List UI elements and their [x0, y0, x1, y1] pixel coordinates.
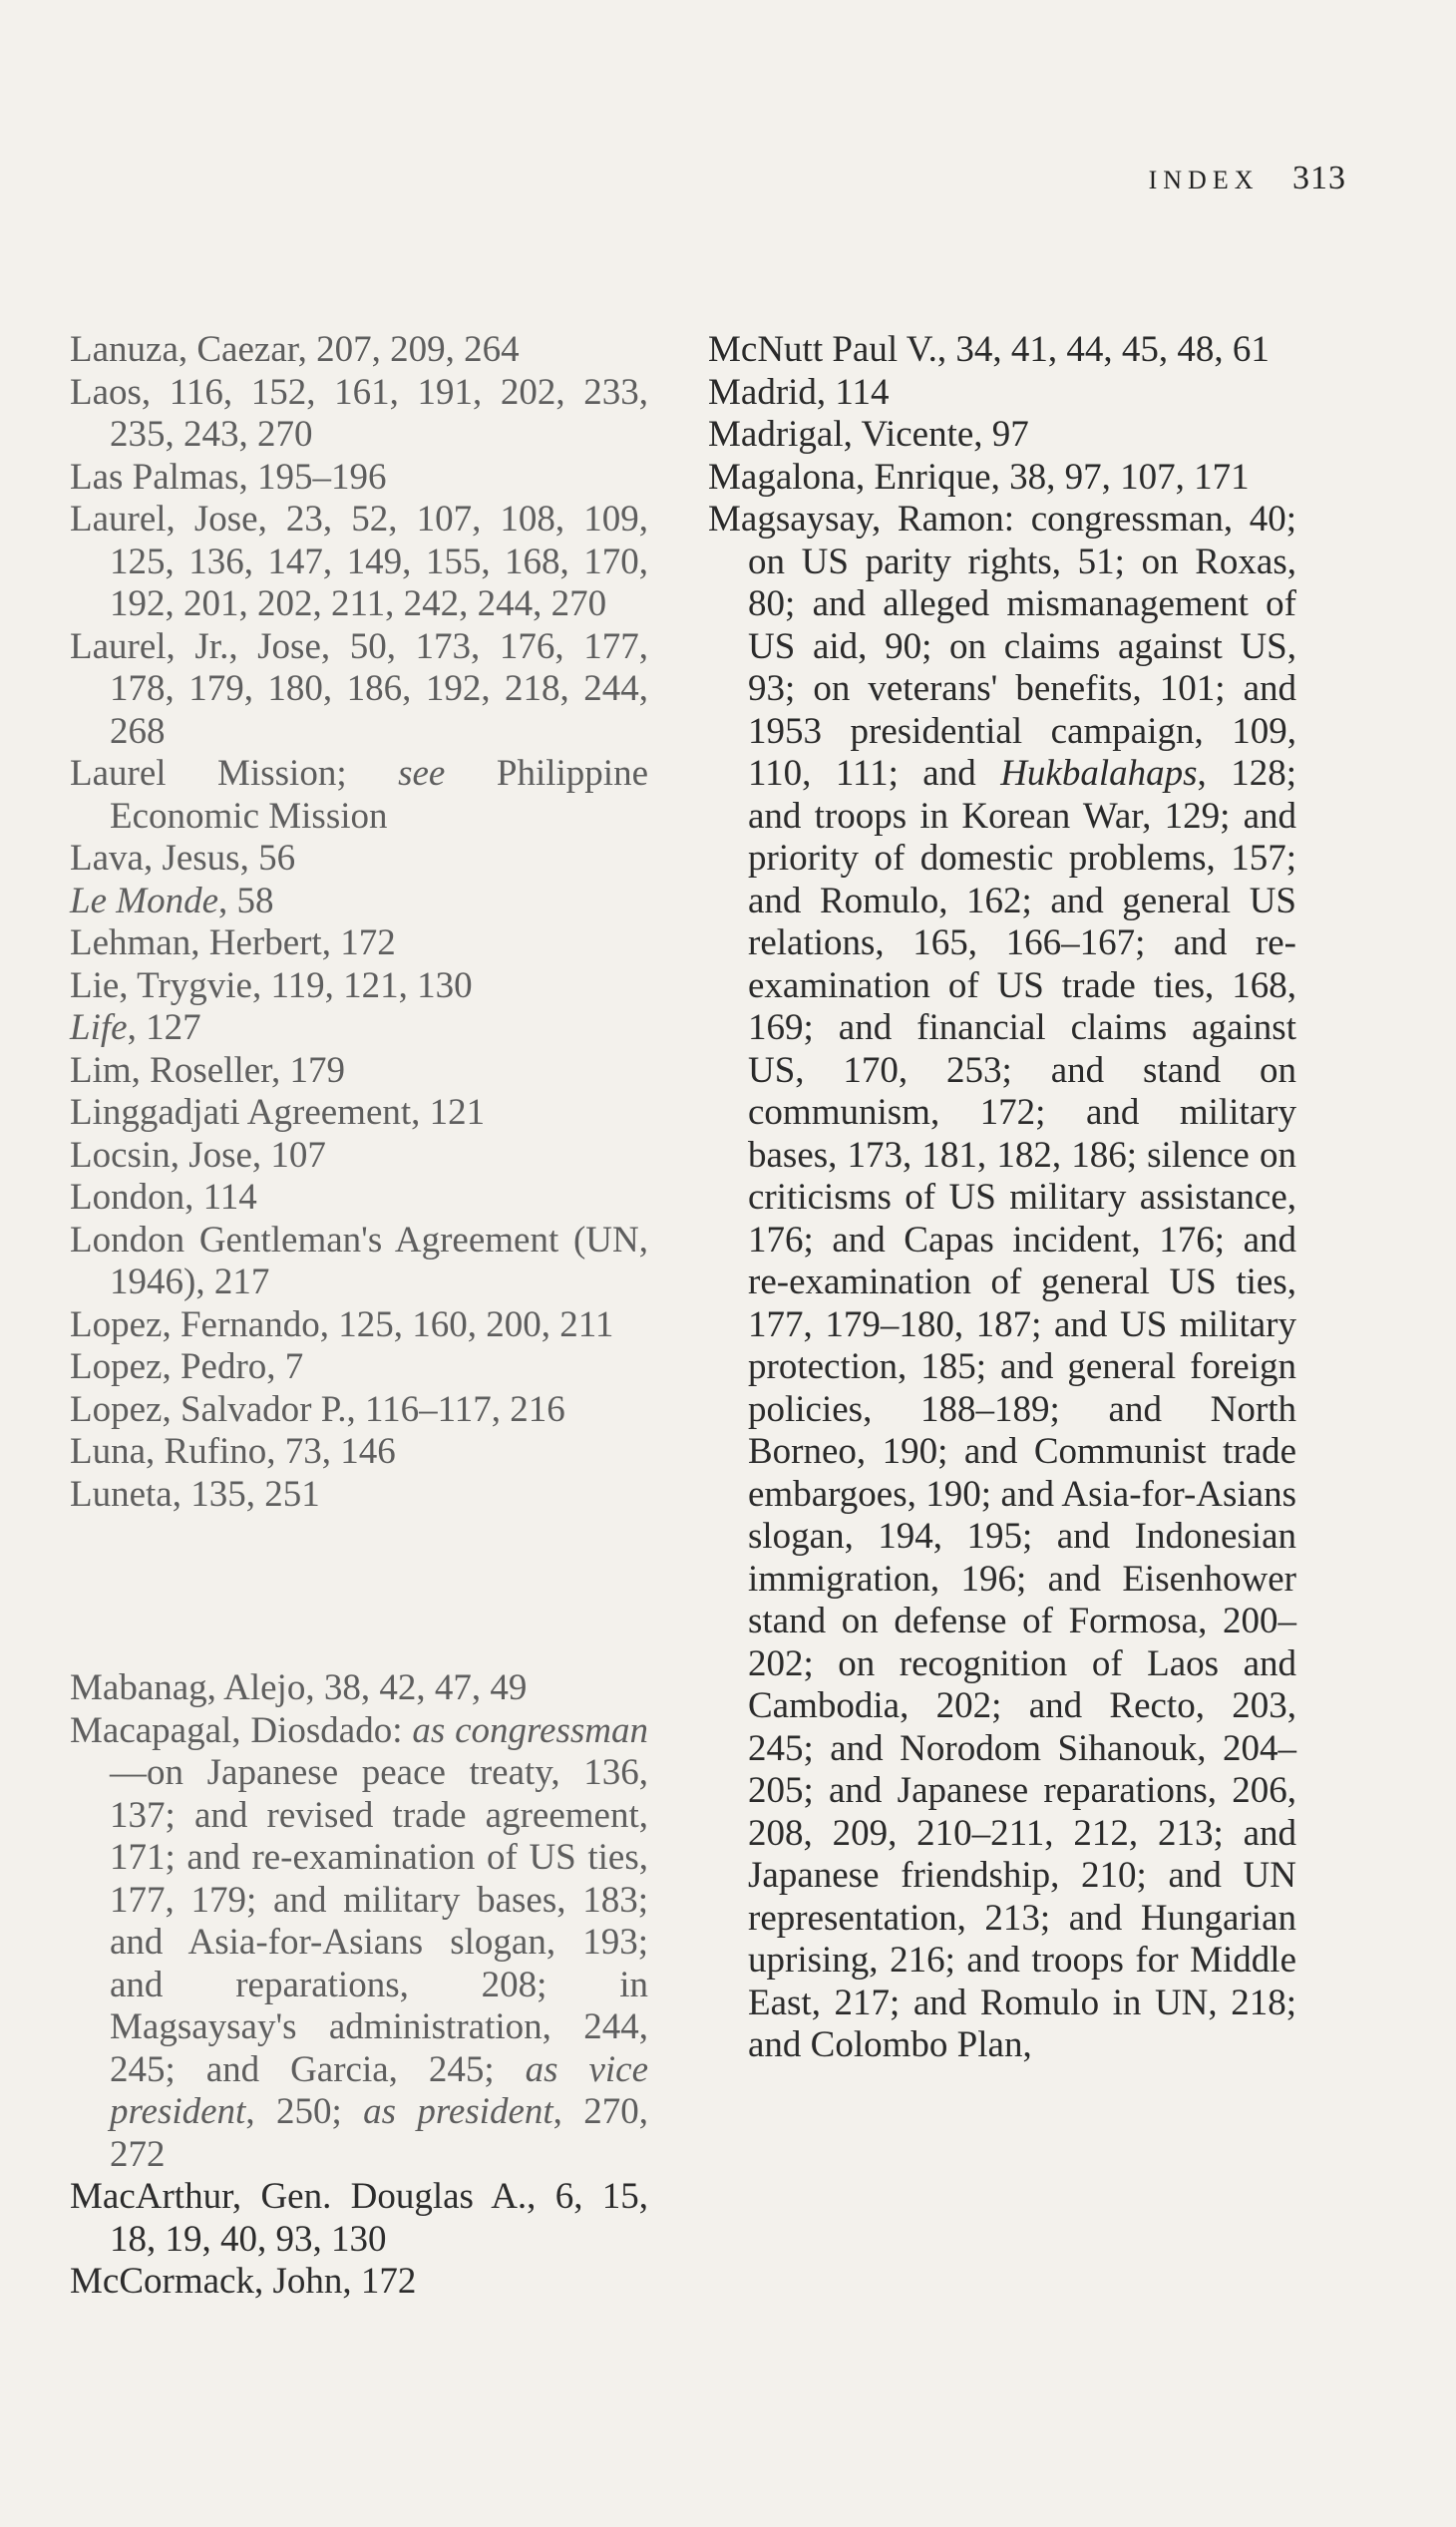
index-entry: Lanuza, Caezar, 207, 209, 264	[70, 329, 520, 370]
index-entry: Luneta, 135, 251	[70, 1473, 320, 1515]
letter-group-gap	[70, 1516, 648, 1667]
index-entry: Laurel, Jr., Jose, 50, 173, 176, 177, 178, 179, 180, 186, 192, 218, 244, 268	[70, 625, 648, 752]
section-label: INDEX	[1148, 166, 1260, 194]
index-entry: MacArthur, Gen. Douglas A., 6, 15, 18, 19, 40, 93, 130	[70, 2176, 648, 2260]
page-number: 313	[1292, 160, 1346, 196]
index-entry: Laurel, Jose, 23, 52, 107, 108, 109, 125, 136, 147, 149, 155, 168, 170, 192, 201, 202, 211, 242, 244, 270	[70, 499, 648, 624]
index-entry: London, 114	[70, 1177, 257, 1218]
index-entry: Locsin, Jose, 107	[70, 1134, 326, 1176]
index-entry: Linggadjati Agreement, 121	[70, 1092, 486, 1133]
index-entry: Luna, Rufino, 73, 146	[70, 1431, 396, 1472]
index-entry: Macapagal, Diosdado: as congressman—on Japanese peace treaty, 136, 137; and revised trade agreement, 171; and re-examination of US ties, 177, 179; and military bases, 183; and Asia-for-Asians slogan, 193; and reparations, 208; in Magsaysay's administration, 244, 245; and Garcia, 245; as vice president, 250; as president, 270, 272	[70, 1709, 649, 2175]
running-head	[1149, 160, 1346, 197]
left-column	[70, 329, 648, 2304]
index-entry: Lopez, Pedro, 7	[70, 1346, 304, 1387]
index-entry: Lie, Trygvie, 119, 121, 130	[70, 964, 473, 1006]
index-entry: Madrigal, Vicente, 97	[708, 414, 1029, 455]
index-entry: Mabanag, Alejo, 38, 42, 47, 49	[70, 1667, 528, 1708]
index-entry: Magsaysay, Ramon: congressman, 40; on US parity rights, 51; on Roxas, 80; and alleged mismanagement of US aid, 90; on claims against US, 93; on veterans' benefits, 101; and 1953 presidential campaign, 109, 110, 111; and Hukbalahaps, 128; and troops in Korean War, 129; and priority of domestic problems, 157; and Romulo, 162; and general US relations, 165, 166–167; and re-examination of US trade ties, 168, 169; and financial claims against US, 170, 253; and stand on communism, 172; and military bases, 173, 181, 182, 186; silence on criticisms of US military assistance, 176; and Capas incident, 176; and re-examination of general US ties, 177, 179–180, 187; and US military protection, 185; and general foreign policies, 188–189; and North Borneo, 190; and Communist trade embargoes, 190; and Asia-for-Asians slogan, 194, 195; and Indonesian immigration, 196; and Eisenhower stand on defense of Formosa, 200–202; on recognition of Laos and Cambodia, 202; and Recto, 203, 245; and Norodom Sihanouk, 204–205; and Japanese reparations, 206, 208, 209, 210–211, 212, 213; and Japanese friendship, 210; and UN representation, 213; and Hungarian uprising, 216; and troops for Middle East, 217; and Romulo in UN, 218; and Colombo Plan,	[708, 499, 1296, 2065]
index-entry: Lava, Jesus, 56	[70, 838, 296, 879]
index-entry: Madrid, 114	[708, 371, 890, 413]
index-entry: London Gentleman's Agreement (UN, 1946), 217	[70, 1219, 648, 1302]
index-entry: McCormack, John, 172	[70, 2261, 417, 2302]
right-column	[708, 329, 1296, 2067]
index-entry: Le Monde, 58	[70, 880, 274, 921]
index-entry: Las Palmas, 195–196	[70, 456, 387, 498]
index-entry: Magalona, Enrique, 38, 97, 107, 171	[708, 456, 1250, 498]
index-entry: Lehman, Herbert, 172	[70, 922, 396, 963]
index-entry: Laos, 116, 152, 161, 191, 202, 233, 235, 243, 270	[70, 371, 648, 455]
index-entry: Laurel Mission; see Philippine Economic Mission	[70, 753, 648, 837]
index-entry: Lopez, Salvador P., 116–117, 216	[70, 1388, 565, 1430]
index-entry: Lopez, Fernando, 125, 160, 200, 211	[70, 1303, 614, 1345]
index-entry: McNutt Paul V., 34, 41, 44, 45, 48, 61	[708, 329, 1270, 370]
index-entry: Lim, Roseller, 179	[70, 1049, 345, 1091]
index-entry: Life, 127	[70, 1007, 201, 1048]
